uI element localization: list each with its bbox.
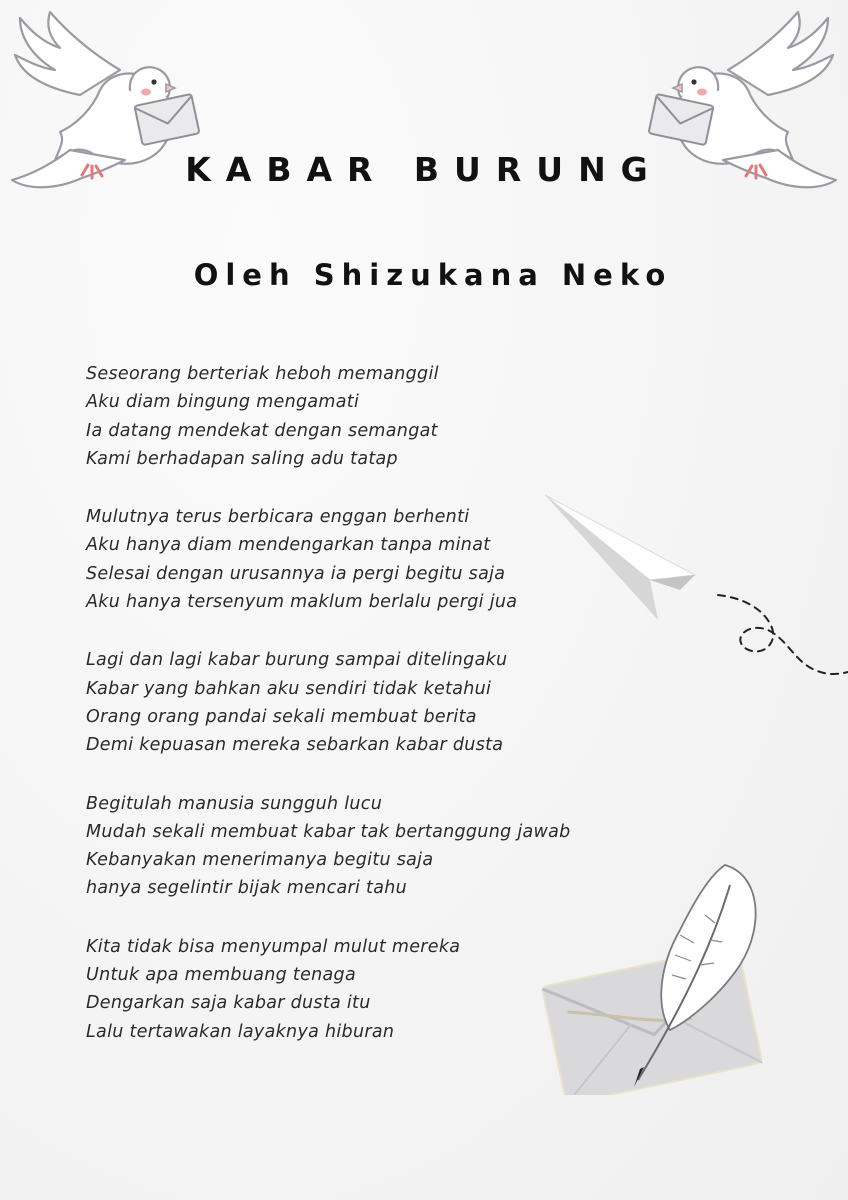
poem-line: Untuk apa membuang tenaga: [86, 965, 356, 986]
poem-line: hanya segelintir bijak mencari tahu: [86, 878, 407, 899]
poem-line: Aku hanya diam mendengarkan tanpa minat: [86, 535, 491, 556]
poem-line: Begitulah manusia sungguh lucu: [86, 793, 383, 814]
poem-line: Dengarkan saja kabar dusta itu: [86, 993, 371, 1014]
poem-line: Kabar yang bahkan aku sendiri tidak ketahui: [86, 678, 492, 699]
poem-line: Seseorang berteriak heboh memanggil: [86, 364, 439, 384]
poem-line: Kami berhadapan saling adu tatap: [86, 448, 398, 469]
poem-line: Orang orang pandai sekali membuat berita: [86, 706, 477, 727]
poem-line: Aku diam bingung mengamati: [86, 392, 360, 413]
poem-line: Demi kepuasan mereka sebarkan kabar dusta: [86, 735, 504, 756]
poem-line: Lagi dan lagi kabar burung sampai ditelingaku: [86, 650, 508, 671]
poem-line: Ia datang mendekat dengan semangat: [86, 420, 438, 441]
stanza-5: [86, 933, 646, 1046]
poem-line: Selesai dengan urusannya ia pergi begitu saja: [86, 563, 506, 584]
stanza-1: [86, 360, 646, 473]
stanza-2: [86, 503, 646, 616]
poem-author: Oleh Shizukana Neko: [193, 258, 673, 292]
poem-line: Kita tidak bisa menyumpal mulut mereka: [86, 936, 461, 957]
poem-line: Mulutnya terus berbicara enggan berhenti: [86, 507, 470, 528]
stanza-3: [86, 646, 646, 759]
poem-title: KABAR BURUNG: [185, 150, 663, 189]
poem-line: Kebanyakan menerimanya begitu saja: [86, 850, 434, 871]
stanza-4: [86, 790, 646, 903]
poem-line: Mudah sekali membuat kabar tak bertanggung jawab: [86, 821, 571, 842]
poem-body: [86, 360, 646, 1076]
poem-line: Aku hanya tersenyum maklum berlalu pergi jua: [86, 592, 518, 613]
poem-line: Lalu tertawakan layaknya hiburan: [86, 1021, 395, 1042]
